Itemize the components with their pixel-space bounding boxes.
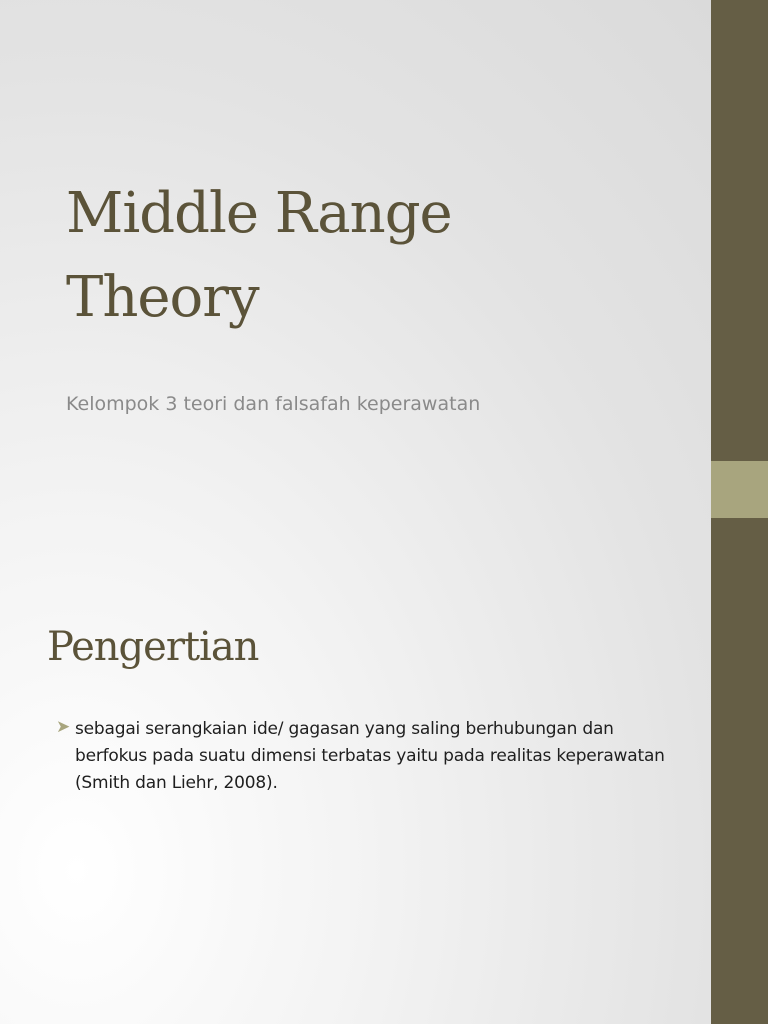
bullet-text: sebagai serangkaian ide/ gagasan yang saling berhubungan dan berfokus pada suatu dimensi terbatas yaitu pada realitas keperawatan (Smith dan Liehr, 2008). [75, 719, 665, 793]
slide-title-line-1: Middle Range [66, 181, 452, 246]
right-bar-accent-block [711, 461, 768, 518]
slide-subtitle: Kelompok 3 teori dan falsafah keperawatan [66, 393, 481, 415]
bullet-list [56, 716, 676, 797]
section-heading: Pengertian [47, 624, 259, 670]
slide-title-line-2: Theory [66, 265, 259, 330]
arrow-bullet-icon: ➤ [56, 717, 71, 736]
bullet-item [56, 716, 676, 797]
slide-title [66, 172, 686, 340]
